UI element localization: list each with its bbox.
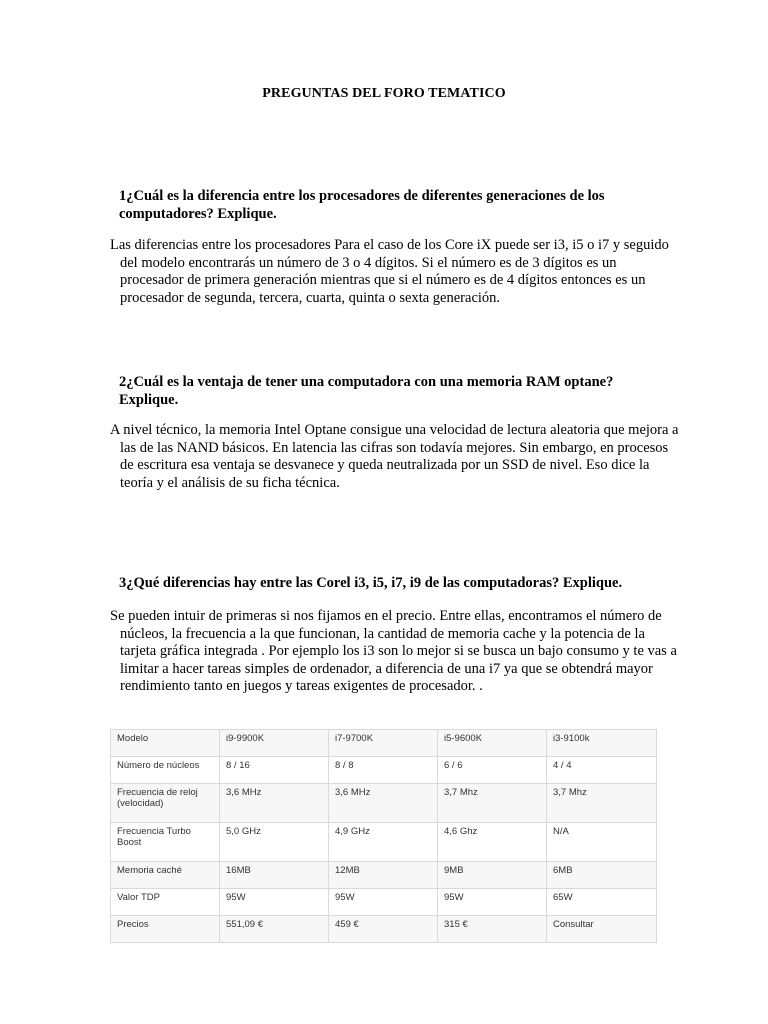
table-cell: 4 / 4 — [547, 757, 657, 784]
table-cell: 3,7 Mhz — [547, 784, 657, 823]
table-cell: 4,9 GHz — [329, 823, 438, 862]
table-row — [111, 757, 657, 784]
table-cell: 3,6 MHz — [220, 784, 329, 823]
question-3: 3¿Qué diferencias hay entre las Corel i3, i5, i7, i9 de las computadoras? Explique. — [119, 575, 623, 591]
table-row — [111, 784, 657, 823]
table-cell: 315 € — [438, 916, 547, 943]
question-2: 2¿Cuál es la ventaja de tener una computadora con una memoria RAM optane? Explique. — [119, 374, 614, 408]
table-cell: Consultar — [547, 916, 657, 943]
table-cell: N/A — [547, 823, 657, 862]
table-cell: 6 / 6 — [438, 757, 547, 784]
table-row — [111, 889, 657, 916]
table-cell: Valor TDP — [111, 889, 220, 916]
table-cell: 8 / 16 — [220, 757, 329, 784]
processor-comparison-table — [110, 729, 657, 943]
table-cell: 3,6 MHz — [329, 784, 438, 823]
table-cell: i3-9100k — [547, 730, 657, 757]
table-cell: Frecuencia de reloj (velocidad) — [111, 784, 220, 823]
table-row — [111, 862, 657, 889]
table-cell: Precios — [111, 916, 220, 943]
table-cell: 8 / 8 — [329, 757, 438, 784]
table-row — [111, 730, 657, 757]
table-cell: 3,7 Mhz — [438, 784, 547, 823]
answer-3: Se pueden intuir de primeras si nos fijamos en el precio. Entre ellas, encontramos el número de núcleos, la frecuencia a la que funcionan, la cantidad de memoria cache y la potencia de la tarjeta gráfica integrada . Por ejemplo los i3 son lo mejor si se busca un bajo consumo y te vas a limitar a hacer tareas simples de ordenador, a diferencia de una i7 ya que se obtendrá mayor rendimiento tanto en juegos y tareas exigentes de procesador. . — [110, 608, 677, 695]
table-cell: 5,0 GHz — [220, 823, 329, 862]
table-cell: 9MB — [438, 862, 547, 889]
table-cell: i9-9900K — [220, 730, 329, 757]
table-cell: Memoria caché — [111, 862, 220, 889]
table-row — [111, 916, 657, 943]
table-cell: 12MB — [329, 862, 438, 889]
table-cell: 95W — [329, 889, 438, 916]
table-cell: i5-9600K — [438, 730, 547, 757]
table-cell: Número de núcleos — [111, 757, 220, 784]
table-cell: 65W — [547, 889, 657, 916]
table-cell: 95W — [220, 889, 329, 916]
table-cell: 459 € — [329, 916, 438, 943]
table-cell: i7-9700K — [329, 730, 438, 757]
table-cell: 6MB — [547, 862, 657, 889]
table-cell: 16MB — [220, 862, 329, 889]
question-1: 1¿Cuál es la diferencia entre los procesadores de diferentes generaciones de los computadores? Explique. — [119, 188, 605, 222]
document-title: PREGUNTAS DEL FORO TEMATICO — [262, 86, 506, 101]
table-cell: Modelo — [111, 730, 220, 757]
answer-1: Las diferencias entre los procesadores Para el caso de los Core iX puede ser i3, i5 o i7 y seguido del modelo encontrarás un número de 3 o 4 dígitos. Si el número es de 3 dígitos es un procesador de primera generación mientras que si el número es de 4 dígitos entonces es un procesador de segunda, tercera, cuarta, quinta o sexta generación. — [110, 237, 669, 306]
table-cell: 95W — [438, 889, 547, 916]
table-cell: 4,6 Ghz — [438, 823, 547, 862]
table-cell: 551,09 € — [220, 916, 329, 943]
table-cell: Frecuencia Turbo Boost — [111, 823, 220, 862]
table-row — [111, 823, 657, 862]
answer-2: A nivel técnico, la memoria Intel Optane consigue una velocidad de lectura aleatoria que mejora a las de las NAND básicos. En latencia las cifras son todavía mejores. Sin embargo, en procesos de escritura esa ventaja se desvanece y queda neutralizada por un SSD de nivel. Eso dice la teoría y el análisis de su ficha técnica. — [110, 422, 679, 491]
